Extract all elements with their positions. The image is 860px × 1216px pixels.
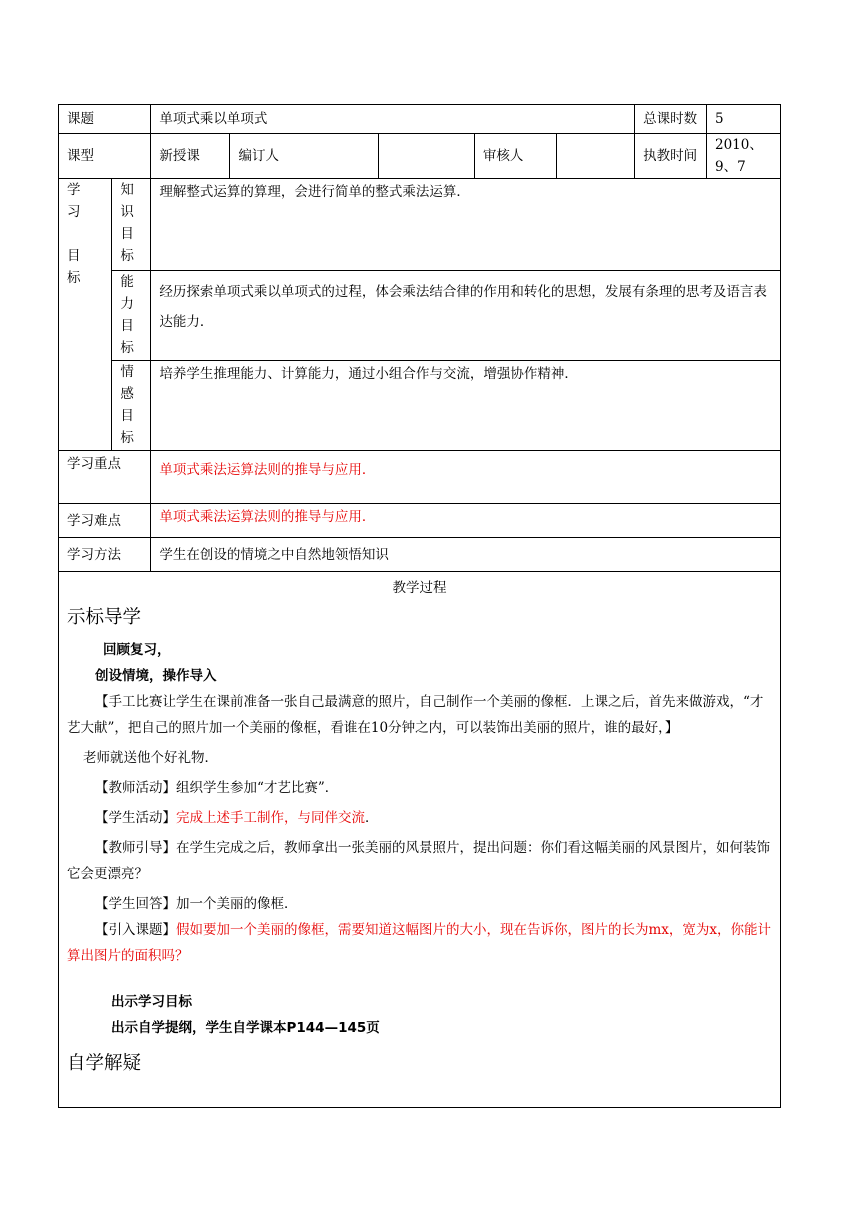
show-goals: 出示学习目标 <box>111 994 192 1010</box>
intro-tag: 【引入课题】 <box>95 922 176 938</box>
knowledge-label <box>112 179 151 271</box>
knowledge-char: 目 <box>120 226 134 242</box>
intro-topic <box>67 917 772 969</box>
student-answer-text: 加一个美丽的像框． <box>176 896 298 912</box>
ability-text: 经历探索单项式乘以单项式的过程，体会乘法结合律的作用和转化的思想，发展有条理的思考及语言表达能力． <box>151 271 781 361</box>
reviewer-value <box>557 134 635 179</box>
teacher-activity <box>67 775 772 801</box>
student-activity-end: ． <box>365 810 379 826</box>
row-emotion <box>59 361 781 451</box>
emotion-char: 标 <box>120 430 134 446</box>
teacher-guide <box>67 835 772 887</box>
ability-char: 能 <box>120 274 134 290</box>
topic-value: 单项式乘以单项式 <box>151 105 635 134</box>
teacher-activity-tag: 【教师活动】 <box>95 780 176 796</box>
row-topic <box>59 105 781 134</box>
scenario-heading: 创设情境，操作导入 <box>95 668 217 684</box>
knowledge-text: 理解整式运算的算理，会进行简单的整式乘法运算． <box>151 179 781 271</box>
emotion-label <box>112 361 151 451</box>
method-text: 学生在创设的情境之中自然地领悟知识 <box>151 538 781 572</box>
knowledge-char: 知 <box>120 182 134 198</box>
objectives-char: 习 <box>67 204 81 220</box>
time-label: 执教时间 <box>635 134 707 179</box>
ability-char: 力 <box>120 296 134 312</box>
reviewer-label: 审核人 <box>474 134 556 179</box>
process-title: 教学过程 <box>392 580 447 596</box>
ability-label <box>112 271 151 361</box>
row-ability <box>59 271 781 361</box>
teacher-guide-tag: 【教师引导】 <box>95 840 176 856</box>
total-hours-value: 5 <box>707 105 781 134</box>
type-label: 课型 <box>59 134 151 179</box>
row-focus <box>59 451 781 504</box>
method-label: 学习方法 <box>59 538 151 572</box>
objectives-group-label <box>59 179 112 451</box>
topic-label: 课题 <box>59 105 151 134</box>
student-answer <box>67 891 772 917</box>
student-activity-text: 完成上述手工制作，与同伴交流 <box>176 810 365 826</box>
show-outline: 出示自学提纲，学生自学课本P144—145页 <box>111 1020 380 1036</box>
objectives-char: 学 <box>67 182 81 198</box>
type-value: 新授课 <box>151 134 230 179</box>
ability-char: 标 <box>120 340 134 356</box>
objectives-char <box>67 223 111 245</box>
teacher-guide-text: 在学生完成之后，教师拿出一张美丽的风景照片，提出问题：你们看这幅美丽的风景图片，如何装饰它会更漂亮？ <box>67 840 770 882</box>
editor-value <box>379 134 475 179</box>
ability-char: 目 <box>120 318 134 334</box>
student-activity-tag: 【学生活动】 <box>95 810 176 826</box>
difficulty-label: 学习难点 <box>59 504 151 538</box>
emotion-text: 培养学生推理能力、计算能力，通过小组合作与交流，增强协作精神． <box>151 361 781 451</box>
row-process <box>59 572 781 1108</box>
paragraph-gift: 老师就送他个好礼物． <box>83 750 218 766</box>
row-method <box>59 538 781 572</box>
knowledge-char: 识 <box>120 204 134 220</box>
intro-text: 假如要加一个美丽的像框，需要知道这幅图片的大小，现在告诉你，图片的长为mx，宽为x，你能计算出图片的面积吗？ <box>67 922 772 964</box>
section-heading-1: 示标导学 <box>67 607 142 628</box>
emotion-char: 感 <box>120 386 134 402</box>
lesson-plan-table <box>58 104 781 1108</box>
difficulty-text: 单项式乘法运算法则的推导与应用． <box>151 504 781 538</box>
row-difficulty <box>59 504 781 538</box>
row-type <box>59 134 781 179</box>
section-heading-2: 自学解疑 <box>67 1053 142 1074</box>
total-hours-label: 总课时数 <box>635 105 707 134</box>
emotion-char: 情 <box>120 364 134 380</box>
row-knowledge <box>59 179 781 271</box>
paragraph-contest: 【手工比赛让学生在课前准备一张自己最满意的照片，自己制作一个美丽的像框．上课之后，首先来做游戏，“才艺大献”，把自己的照片加一个美丽的像框，看谁在10分钟之内，可以装饰出美丽的照片，谁的最好，】 <box>67 694 764 736</box>
teacher-activity-text: 组织学生参加“才艺比赛”． <box>176 780 339 796</box>
student-answer-tag: 【学生回答】 <box>95 896 176 912</box>
process-cell <box>59 572 781 1108</box>
emotion-char: 目 <box>120 408 134 424</box>
review-heading: 回顾复习， <box>103 642 171 658</box>
time-value: 2010、9、7 <box>707 134 781 179</box>
knowledge-char: 标 <box>120 248 134 264</box>
focus-label: 学习重点 <box>59 451 151 504</box>
editor-label: 编订人 <box>230 134 379 179</box>
student-activity <box>67 805 772 831</box>
objectives-char: 标 <box>67 270 81 286</box>
objectives-char: 目 <box>67 248 81 264</box>
focus-text: 单项式乘法运算法则的推导与应用． <box>151 451 781 504</box>
